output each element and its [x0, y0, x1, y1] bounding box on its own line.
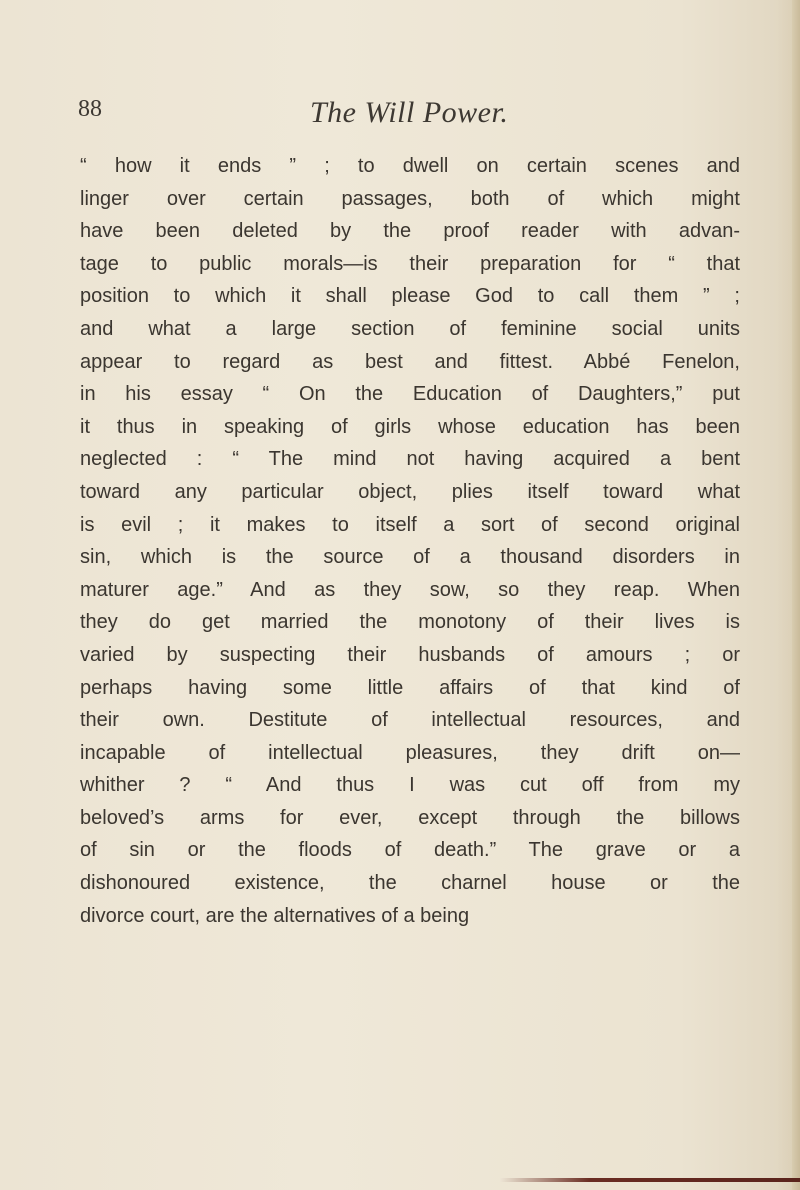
text-line: perhaps having some little affairs of that kind of [80, 676, 740, 699]
text-line: varied by suspecting their husbands of amours ; or [80, 643, 740, 666]
text-line: and what a large section of feminine social units [80, 317, 740, 340]
text-line: beloved’s arms for ever, except through the billows [80, 806, 740, 829]
text-line: of sin or the floods of death.” The grave or a [80, 839, 740, 862]
page-number: 88 [78, 96, 102, 122]
text-line: it thus in speaking of girls whose education has been [80, 415, 740, 438]
text-line: whither ? “ And thus I was cut off from my [80, 774, 740, 797]
text-line: toward any particular object, plies itself toward what [80, 480, 740, 503]
text-line: their own. Destitute of intellectual resources, and [80, 709, 740, 732]
text-line: divorce court, are the alternatives of a being [80, 904, 470, 927]
text-line: linger over certain passages, both of which might [80, 187, 740, 210]
bottom-edge-mark [500, 1178, 800, 1182]
text-line: “ how it ends ” ; to dwell on certain scenes and [80, 155, 740, 177]
text-line: have been deleted by the proof reader with advan- [80, 220, 740, 243]
text-line: dishonoured existence, the charnel house or the [80, 872, 740, 895]
text-line: they do get married the monotony of their lives is [80, 611, 740, 634]
text-line: tage to public morals—is their preparation for “ that [80, 252, 740, 275]
running-title: The Will Power. [310, 96, 509, 129]
text-line: position to which it shall please God to call them ” ; [80, 285, 740, 308]
text-line: in his essay “ On the Education of Daughters,” put [80, 383, 740, 406]
text-line: neglected : “ The mind not having acquired a bent [80, 448, 740, 471]
text-line: sin, which is the source of a thousand disorders in [80, 546, 740, 569]
text-line: incapable of intellectual pleasures, they drift on— [80, 741, 740, 764]
page-edge-shadow [792, 0, 800, 1190]
text-line: appear to regard as best and fittest. Abbé Fenelon, [80, 350, 740, 373]
body-text [80, 150, 740, 932]
text-line: is evil ; it makes to itself a sort of second original [80, 513, 740, 536]
text-line: maturer age.” And as they sow, so they reap. When [80, 578, 740, 601]
running-header [0, 96, 800, 136]
